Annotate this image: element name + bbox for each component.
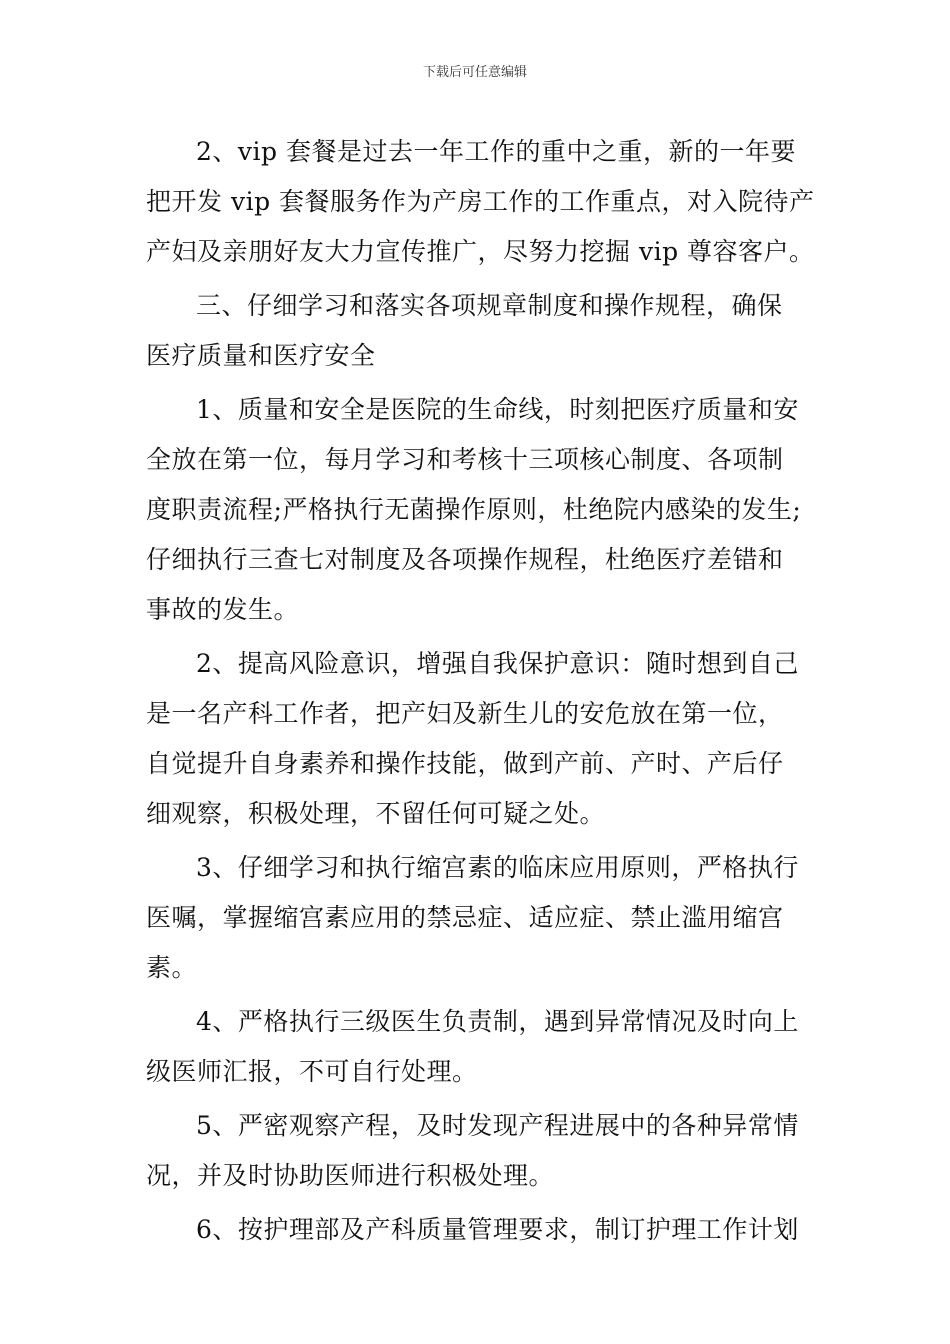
text-line: 1、质量和安全是医院的生命线，时刻把医疗质量和安 — [196, 395, 799, 424]
text-line: 况，并及时协助医师进行积极处理。 — [146, 1161, 555, 1190]
section-heading-three — [146, 281, 826, 381]
text-line: 2、提高风险意识，增强自我保护意识：随时想到自己 — [196, 649, 799, 678]
text-line: 产妇及亲朋好友大力宣传推广，尽努力挖掘 vip 尊容客户。 — [146, 237, 815, 266]
text-line: 度职责流程;严格执行无菌操作原则，杜绝院内感染的发生; — [146, 495, 802, 524]
text-line: 6、按护理部及产科质量管理要求，制订护理工作计划 — [196, 1215, 799, 1244]
text-line: 级医师汇报，不可自行处理。 — [146, 1057, 478, 1086]
text-line: 2、vip 套餐是过去一年工作的重中之重，新的一年要 — [196, 137, 796, 166]
text-line: 事故的发生。 — [146, 595, 300, 624]
text-line: 把开发 vip 套餐服务作为产房工作的工作重点，对入院待产 — [146, 187, 815, 216]
paragraph-vip-package — [146, 127, 826, 277]
text-line: 细观察，积极处理，不留任何可疑之处。 — [146, 799, 606, 828]
text-line: 医疗质量和医疗安全 — [146, 341, 376, 370]
paragraph-item-4 — [146, 997, 826, 1097]
page-header: 下载后可任意编辑 — [422, 65, 527, 80]
text-line: 医嘱，掌握缩宫素应用的禁忌症、适应症、禁止滥用缩宫 — [146, 903, 784, 932]
text-line: 三、仔细学习和落实各项规章制度和操作规程，确保 — [196, 291, 783, 320]
paragraph-item-6 — [146, 1205, 826, 1255]
text-line: 5、严密观察产程，及时发现产程进展中的各种异常情 — [196, 1111, 799, 1140]
paragraph-item-1 — [146, 385, 826, 635]
text-line: 仔细执行三查七对制度及各项操作规程，杜绝医疗差错和 — [146, 545, 784, 574]
text-line: 4、严格执行三级医生负责制，遇到异常情况及时向上 — [196, 1007, 799, 1036]
text-line: 3、仔细学习和执行缩宫素的临床应用原则，严格执行 — [196, 853, 799, 882]
text-line: 自觉提升自身素养和操作技能，做到产前、产时、产后仔 — [146, 749, 784, 778]
paragraph-item-2 — [146, 639, 826, 839]
paragraph-item-5 — [146, 1101, 826, 1201]
text-line: 素。 — [146, 953, 198, 982]
paragraph-item-3 — [146, 843, 826, 993]
text-line: 是一名产科工作者，把产妇及新生儿的安危放在第一位， — [146, 699, 784, 728]
text-line: 全放在第一位，每月学习和考核十三项核心制度、各项制 — [146, 445, 784, 474]
document-body — [146, 127, 826, 1259]
